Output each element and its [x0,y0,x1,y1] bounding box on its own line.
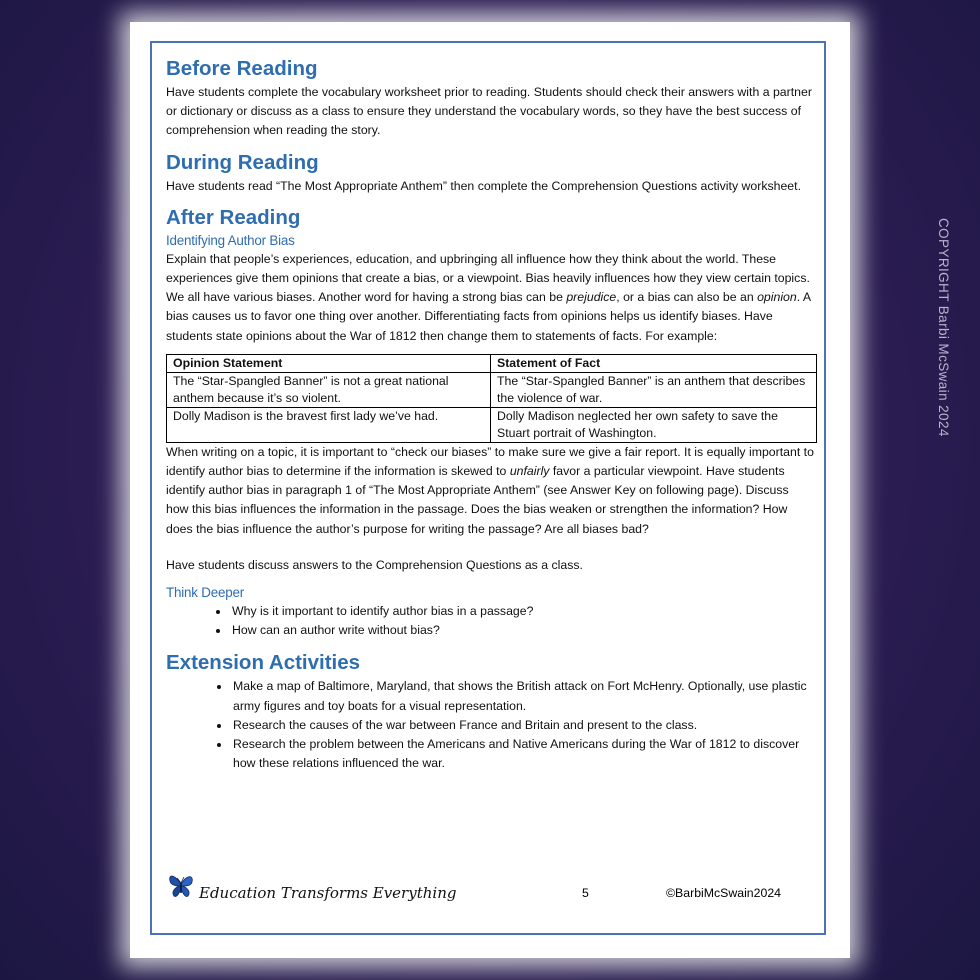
list-item: • How can an author write without bias? [230,621,814,640]
table-row [167,372,817,407]
table-cell: The “Star-Spangled Banner” is not a great national anthem because it’s so violent. [167,372,491,407]
fact-column-header: Statement of Fact [491,354,817,372]
think-deeper-subheading: Think Deeper [166,585,244,601]
page-content [166,55,814,773]
opinion-fact-table [166,354,817,443]
table-header-row [167,354,817,372]
list-item: • Research the problem between the Americans and Native Americans during the War of 1812 to discover how these relations influenced the war. [231,735,814,773]
side-copyright-watermark: COPYRIGHT Barbi McSwain 2024 [936,218,951,437]
before-reading-text: Have students complete the vocabulary worksheet prior to reading. Students should check their answers with a partner or dictionary or discuss as a class to ensure they understand the vocabulary words, so they have the best success of comprehension when reading the story. [166,85,812,138]
footer-copyright: ©BarbiMcSwain2024 [666,886,782,900]
page-border [150,41,826,935]
footer-motto: Education Transforms Everything [199,884,457,902]
author-bias-paragraph: Explain that people’s experiences, education, and upbringing all influence how they think about the world. These experiences give them opinions that create a bias, or a viewpoint. Bias heavily influences how they view certain topics. We all have various biases. Another word for having a strong bias can be prejudice, or a bias can also be an opinion. A bias causes us to favor one thing over another. Differentiating facts from opinions helps us identify biases. Have students state opinions about the War of 1812 then change them to statements of facts. For example: [166,251,811,343]
list-item: • Why is it important to identify author bias in a passage? [230,602,814,621]
list-item: • Research the causes of the war between France and Britain and present to the class. [231,716,814,735]
during-reading-heading: During Reading [166,150,319,174]
page-footer [166,869,814,905]
think-deeper-list [166,602,814,640]
during-reading-text: Have students read “The Most Appropriate Anthem” then complete the Comprehension Questions activity worksheet. [166,178,801,193]
opinion-column-header: Opinion Statement [167,354,491,372]
list-item: • Make a map of Baltimore, Maryland, that shows the British attack on Fort McHenry. Optionally, use plastic army figures and toy boats for a visual representation. [231,677,814,715]
extension-activities-heading: Extension Activities [166,651,361,675]
after-reading-heading: After Reading [166,205,301,229]
author-bias-subheading: Identifying Author Bias [166,232,295,248]
worksheet-page [130,22,850,958]
before-reading-heading: Before Reading [166,57,318,80]
discuss-answers-text: Have students discuss answers to the Comprehension Questions as a class. [166,557,583,572]
extension-activities-list [166,677,814,773]
table-cell: The “Star-Spangled Banner” is an anthem that describes the violence of war. [491,372,817,407]
page-number: 5 [582,886,589,900]
table-cell: Dolly Madison neglected her own safety to save the Stuart portrait of Washington. [491,407,817,442]
butterfly-icon [166,871,196,901]
check-biases-paragraph: When writing on a topic, it is important to “check our biases” to make sure we give a fair report. It is equally important to identify author bias to determine if the information is skewed to unfairly favor a particular viewpoint. Have students identify author bias in paragraph 1 of “The Most Appropriate Anthem” (see Answer Key on following page). Discuss how this bias influences the information in the passage. Does the bias weaken or strengthen the information? How does the bias influence the author’s purpose for writing the passage? Are all biases bad? [166,444,814,536]
table-cell: Dolly Madison is the bravest first lady we’ve had. [167,407,491,442]
table-row [167,407,817,442]
